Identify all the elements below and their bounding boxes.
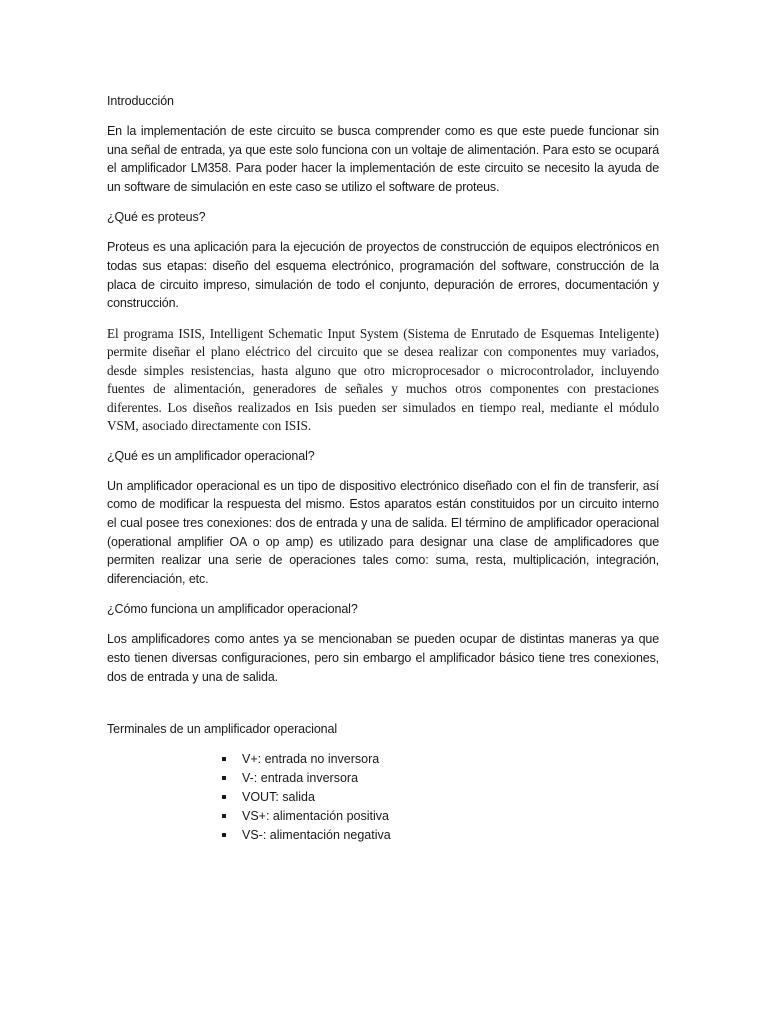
list-item-text: VOUT: salida	[242, 790, 315, 805]
intro-paragraph: En la implementación de este circuito se busca comprender como es que este puede funcionar sin una señal de entrada, ya que este solo funciona con un voltaje de alimentación. Para esto se ocupará el amplificador LM358. Para poder hacer la implementación de este circuito se necesito la ayuda de un software de simulación en este caso se utilizo el software de proteus.	[107, 124, 659, 194]
list-item	[222, 826, 659, 845]
terminals-heading: Terminales de un amplificador operacional	[107, 722, 338, 737]
isis-paragraph: El programa ISIS, Intelligent Schematic Input System (Sistema de Enrutado de Esquemas Inteligente) permite diseñar el plano eléctrico del circuito que se desea realizar con componentes muy variados, desde simples resistencias, hasta alguno que otro microprocesador o microcontrolador, incluyendo fuentes de alimentación, generadores de señales y muchos otros componentes con prestaciones diferentes. Los diseños realizados en Isis pueden ser simulados en tiempo real, mediante el módulo VSM, asociado directamente con ISIS.	[107, 325, 659, 434]
square-bullet-icon	[222, 757, 226, 761]
how-paragraph: Los amplificadores como antes ya se mencionaban se pueden ocupar de distintas maneras ya que esto tienen diversas configuraciones, pero sin embargo el amplificador básico tiene tres conexiones, dos de entrada y una de salida.	[107, 632, 659, 684]
proteus-heading: ¿Qué es proteus?	[107, 210, 206, 225]
proteus-paragraph: Proteus es una aplicación para la ejecución de proyectos de construcción de equipos electrónicos en todas sus etapas: diseño del esquema electrónico, programación del software, construcción de la placa de circuito impreso, simulación de todo el conjunto, depuración de errores, documentación y construcción.	[107, 240, 659, 311]
square-bullet-icon	[222, 795, 226, 799]
square-bullet-icon	[222, 776, 226, 780]
square-bullet-icon	[222, 814, 226, 818]
opamp-paragraph: Un amplificador operacional es un tipo de dispositivo electrónico diseñado con el fin de transferir, así como de modificar la respuesta del mismo. Estos aparatos están constituidos por un circuito interno el cual posee tres conexiones: dos de entrada y una de salida. El término de amplificador operacional (operational amplifier OA o op amp) es utilizado para designar una clase de amplificadores que permiten realizar una serie de operaciones tales como: suma, resta, multiplicación, integración, diferenciación, etc.	[107, 478, 659, 586]
square-bullet-icon	[222, 833, 226, 837]
list-item-text: VS+: alimentación positiva	[242, 809, 389, 824]
opamp-heading: ¿Qué es un amplificador operacional?	[107, 448, 315, 463]
list-item-text: VS-: alimentación negativa	[242, 828, 391, 843]
list-item-text: V-: entrada inversora	[242, 771, 359, 786]
list-item	[222, 788, 659, 807]
list-item-text: V+: entrada no inversora	[242, 752, 380, 767]
document-page	[107, 92, 659, 845]
terminals-list	[107, 750, 659, 845]
how-heading: ¿Cómo funciona un amplificador operacional?	[107, 602, 358, 617]
list-item	[222, 750, 659, 769]
blank-line	[107, 698, 659, 720]
list-item	[222, 807, 659, 826]
list-item	[222, 769, 659, 788]
intro-heading: Introducción	[107, 94, 174, 108]
